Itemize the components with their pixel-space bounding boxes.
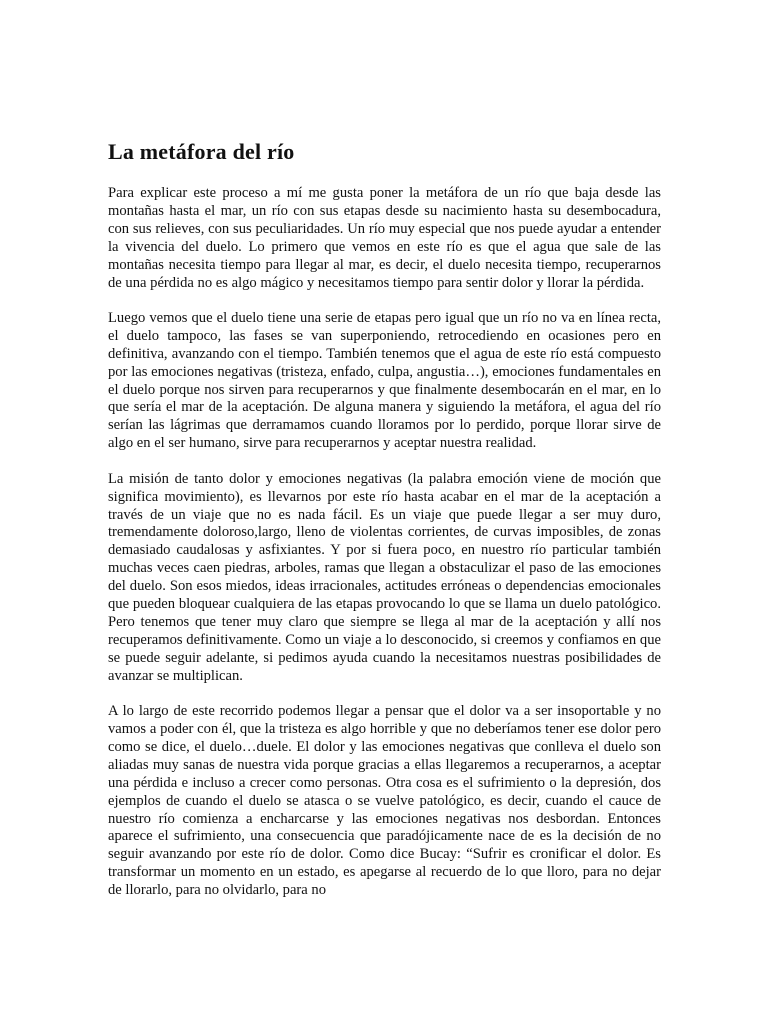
- paragraph-1: Para explicar este proceso a mí me gusta poner la metáfora de un río que baja desde las montañas hasta el mar, un río con sus etapas desde su nacimiento hasta su desembocadura, con sus relieves, con sus peculiaridades. Un río muy especial que nos puede ayudar a entender la vivencia del duelo. Lo primero que vemos en este río es que el agua que sale de las montañas necesita tiempo para llegar al mar, es decir, el duelo necesita tiempo, recuperarnos de una pérdida no es algo mágico y necesitamos tiempo para sentir dolor y llorar la pérdida.: [108, 185, 661, 291]
- paragraph-4: A lo largo de este recorrido podemos llegar a pensar que el dolor va a ser insoportable y no vamos a poder con él, que la tristeza es algo horrible y que no deberíamos tener ese dolor pero como se dice, el duelo…duele. El dolor y las emociones negativas que conlleva el duelo son aliadas muy sanas de nuestra vida porque gracias a ellas llegaremos a recuperarnos, a aceptar una pérdida e incluso a crecer como personas. Otra cosa es el sufrimiento o la depresión, dos ejemplos de cuando el duelo se atasca o se vuelve patológico, es decir, cuando el cauce de nuestro río comienza a encharcarse y las emociones negativas nos desbordan. Entonces aparece el sufrimiento, una consecuencia que paradójicamente nace de es la decisión de no seguir avanzando por este río de dolor. Como dice Bucay: “Sufrir es cronificar el dolor. Es transformar un momento en un estado, es apegarse al recuerdo de lo que lloro, para no dejar de llorarlo, para no olvidarlo, para no: [108, 703, 661, 899]
- paragraph-2: Luego vemos que el duelo tiene una serie de etapas pero igual que un río no va en línea recta, el duelo tampoco, las fases se van superponiendo, retrocediendo en ocasiones pero en definitiva, avanzando con el tiempo. También tenemos que el agua de este río está compuesto por las emociones negativas (tristeza, enfado, culpa, angustia…), emociones fundamentales en el duelo porque nos sirven para recuperarnos y que finalmente desembocarán en el mar, en lo que sería el mar de la aceptación. De alguna manera y siguiendo la metáfora, el agua del río serían las lágrimas que derramamos cuando lloramos por lo perdido, porque llorar sirve de algo en el ser humano, sirve para recuperarnos y aceptar nuestra realidad.: [108, 309, 661, 452]
- document-page: [108, 136, 661, 918]
- document-title: La metáfora del río: [108, 139, 295, 164]
- paragraph-3: La misión de tanto dolor y emociones negativas (la palabra emoción viene de moción que significa movimiento), es llevarnos por este río hasta acabar en el mar de la aceptación a través de un viaje que no es nada fácil. Es un viaje que puede llegar a ser muy duro, tremendamente doloroso,largo, lleno de violentas corrientes, de curvas imposibles, de zonas demasiado caudalosas y asfixiantes. Y por si fuera poco, en nuestro río particular también muchas veces caen piedras, arboles, ramas que llegan a obstaculizar el paso de las emociones del duelo. Son esos miedos, ideas irracionales, actitudes erróneas o dependencias emocionales que pueden bloquear cualquiera de las etapas provocando lo que se llama un duelo patológico. Pero tenemos que tener muy claro que siempre se llega al mar de la aceptación y allí nos recuperamos definitivamente. Como un viaje a lo desconocido, si creemos y confiamos en que se puede seguir adelante, si pedimos ayuda cuando la necesitamos nuestras posibilidades de avanzar se multiplican.: [108, 470, 661, 684]
